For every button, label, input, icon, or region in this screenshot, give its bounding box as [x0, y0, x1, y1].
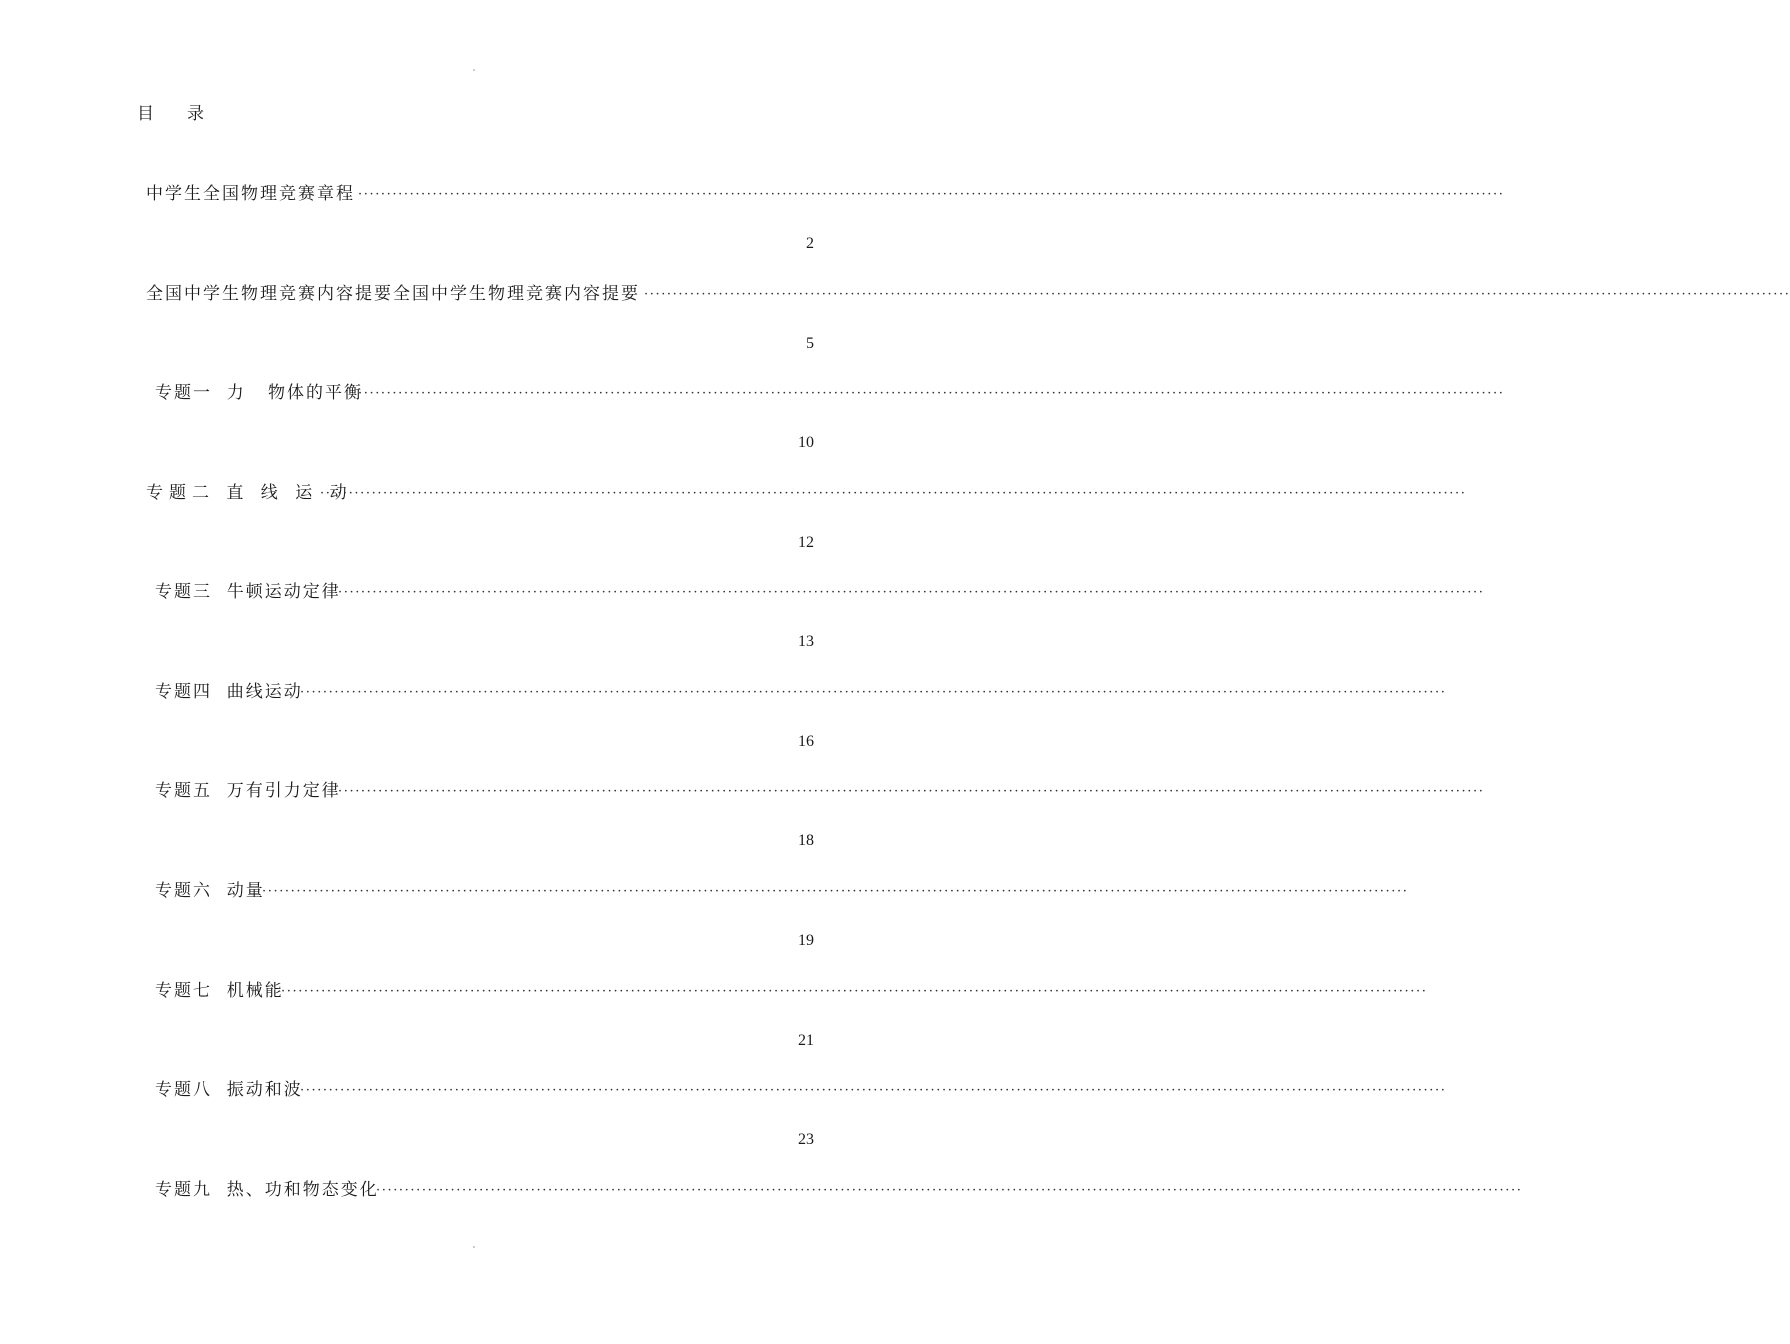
toc-entry-page: 21	[798, 1032, 814, 1049]
dot-leader: ········································································································································································································	[320, 486, 1467, 501]
toc-entry-page: 13	[798, 633, 814, 650]
toc-title-first: 目	[137, 104, 154, 124]
dot-leader: ········································································································································································································	[358, 386, 1505, 401]
toc-entry-page: 23	[798, 1131, 814, 1148]
toc-entry-text: 全国中学生物理竞赛内容提要全国中学生物理竞赛内容提要	[146, 284, 640, 304]
toc-entry-text: 专题二 直 线 运 动	[146, 483, 353, 503]
toc-entry[interactable]	[0, 779, 1485, 803]
toc-entry-text: 专题六 动量	[155, 881, 265, 901]
toc-entry-text: 中学生全国物理竞赛章程	[146, 184, 355, 204]
toc-title-second: 录	[187, 104, 204, 124]
toc-entry[interactable]	[0, 580, 1485, 604]
toc-title	[137, 99, 204, 124]
toc-entry[interactable]	[0, 879, 1409, 903]
toc-entry-text: 专题三 牛顿运动定律	[155, 582, 341, 602]
toc-entry-text: 专题四 曲线运动	[155, 682, 303, 702]
dot-leader: ········································································································································································································	[300, 1083, 1447, 1098]
toc-entry-page: 5	[806, 335, 814, 352]
toc-entry-text: 专题七 机械能	[155, 981, 284, 1001]
toc-entry-page: 10	[798, 434, 814, 451]
dot-leader: ········································································································································································································	[262, 884, 1409, 899]
toc-entry-text: 专题八 振动和波	[155, 1080, 303, 1100]
toc-entry[interactable]	[0, 1078, 1447, 1102]
toc-entry-page: 18	[798, 832, 814, 849]
toc-entry[interactable]	[0, 481, 1467, 505]
dot-leader: ········································································································································································································	[644, 287, 1790, 302]
toc-entry[interactable]	[0, 182, 1505, 206]
toc-entry-text: 专题五 万有引力定律	[155, 781, 341, 801]
header-dot	[473, 69, 475, 71]
dot-leader: ········································································································································································································	[358, 187, 1505, 202]
footer-dot	[473, 1246, 475, 1248]
toc-entry[interactable]	[0, 1178, 1523, 1202]
toc-entry[interactable]	[0, 979, 1428, 1003]
dot-leader: ········································································································································································································	[376, 1183, 1523, 1198]
toc-entry-page: 12	[798, 534, 814, 551]
toc-entry[interactable]	[0, 381, 1505, 405]
toc-entry-text: 专题一 力 物体的平衡	[155, 383, 364, 403]
toc-entry-page: 19	[798, 932, 814, 949]
toc-entry-page: 2	[806, 235, 814, 252]
dot-leader: ········································································································································································································	[338, 585, 1485, 600]
dot-leader: ········································································································································································································	[300, 685, 1447, 700]
toc-entry[interactable]	[0, 282, 1790, 306]
toc-entry-text: 专题九 热、功和物态变化	[155, 1180, 379, 1200]
toc-entry[interactable]	[0, 680, 1447, 704]
dot-leader: ········································································································································································································	[281, 984, 1428, 999]
toc-entry-page: 16	[798, 733, 814, 750]
dot-leader: ········································································································································································································	[338, 784, 1485, 799]
